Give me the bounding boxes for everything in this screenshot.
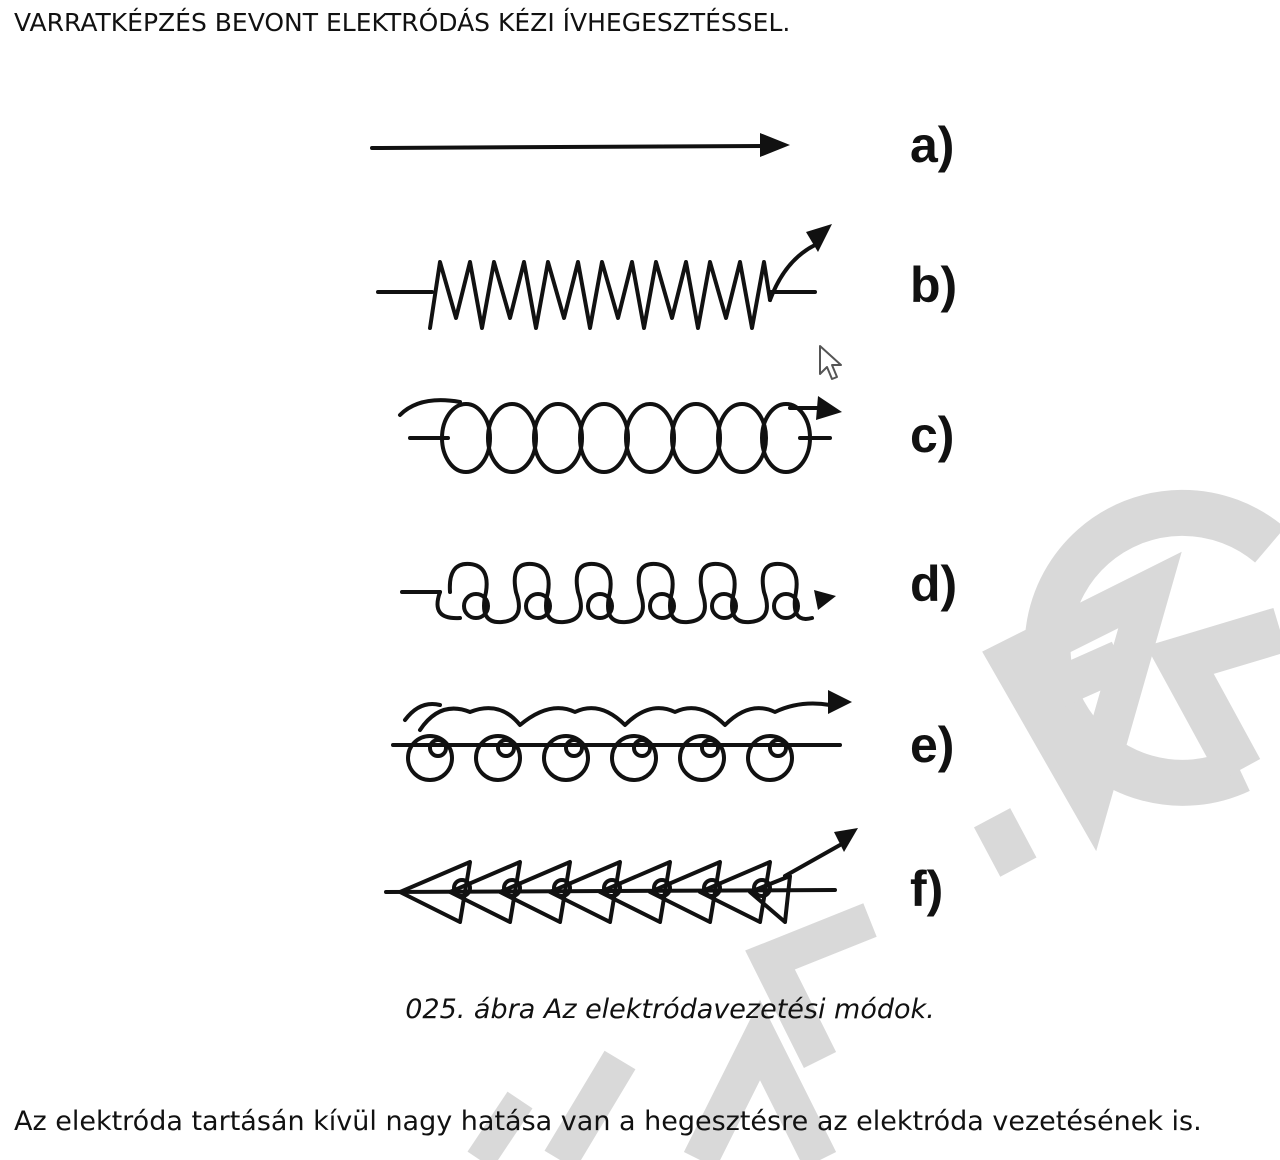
figure-label-e: e) xyxy=(910,717,955,773)
pattern-f-triangular-loops xyxy=(386,828,858,922)
electrode-guidance-figure xyxy=(340,100,1000,960)
figure-label-b: b) xyxy=(910,257,958,313)
pattern-a-straight xyxy=(372,133,790,157)
mouse-pointer-icon xyxy=(818,344,844,384)
pattern-d-figure-eights xyxy=(402,564,836,622)
figure-label-f: f) xyxy=(910,861,944,917)
page-heading: VARRATKÉPZÉS BEVONT ELEKTRÓDÁS KÉZI ÍVHEGESZTÉSSEL. xyxy=(14,8,791,37)
pattern-e-circle-loops xyxy=(393,690,852,780)
pattern-b-zigzag xyxy=(378,224,832,328)
body-paragraph: Az elektróda tartásán kívül nagy hatása van a hegesztésre az elektróda vezetésének is. xyxy=(14,1106,1202,1137)
figure-label-a: a) xyxy=(910,117,955,173)
figure-label-d: d) xyxy=(910,556,958,612)
figure-caption: 025. ábra Az elektródavezetési módok. xyxy=(405,994,935,1025)
pattern-c-loops xyxy=(400,396,842,472)
figure-label-c: c) xyxy=(910,407,955,463)
